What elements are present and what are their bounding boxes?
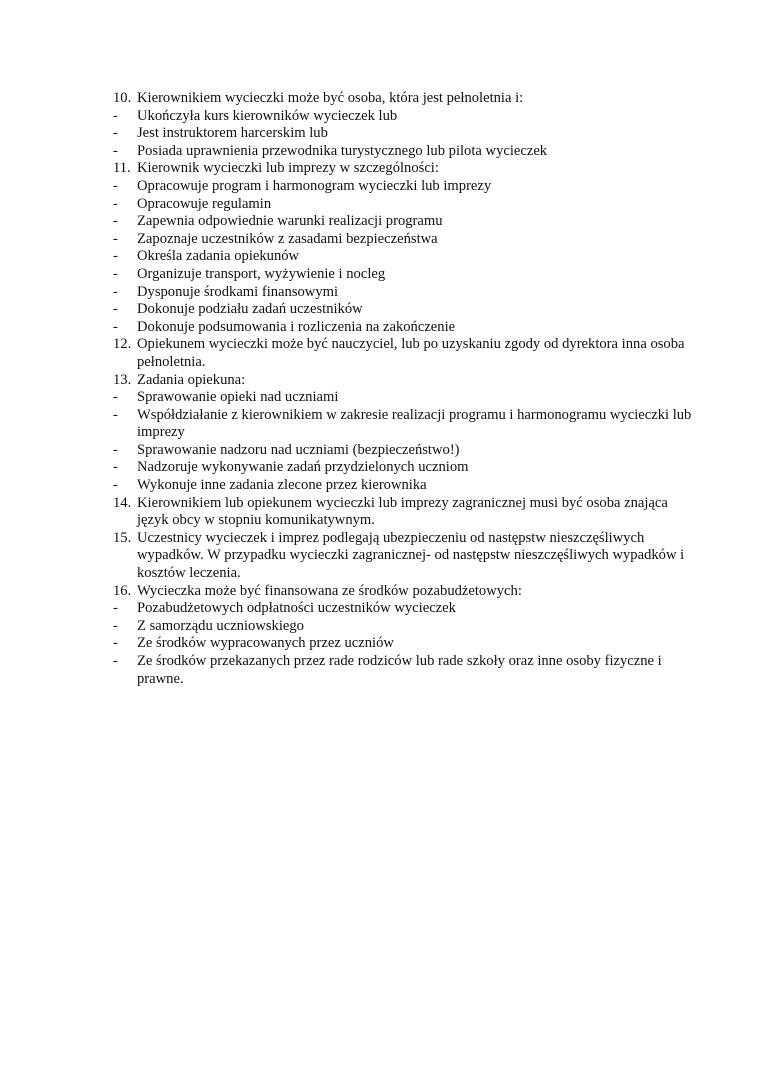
bullet-item: [113, 284, 693, 302]
bullet-item: [113, 301, 693, 319]
item-text: Kierownik wycieczki lub imprezy w szczególności:: [137, 160, 439, 177]
item-number: 12.: [113, 336, 132, 353]
bullet-item: [113, 635, 693, 653]
bullet-dash: -: [113, 230, 118, 247]
bullet-item: [113, 266, 693, 284]
item-text: Pozabudżetowych odpłatności uczestników wycieczek: [137, 600, 456, 617]
bullet-dash: -: [113, 441, 118, 458]
bullet-item: [113, 248, 693, 266]
bullet-item: [113, 196, 693, 214]
bullet-item: [113, 442, 693, 460]
bullet-dash: -: [113, 142, 118, 159]
numbered-item: [113, 160, 693, 178]
item-number: 10.: [113, 90, 132, 106]
bullet-dash: -: [113, 107, 118, 124]
bullet-item: [113, 125, 693, 143]
bullet-item: [113, 389, 693, 407]
item-text: Dokonuje podsumowania i rozliczenia na zakończenie: [137, 318, 456, 335]
item-text: Dysponuje środkami finansowymi: [137, 283, 339, 300]
bullet-dash: -: [113, 283, 118, 300]
bullet-dash: -: [113, 653, 118, 669]
bullet-item: [113, 477, 693, 495]
bullet-item: [113, 459, 693, 477]
item-text: Opracowuje regulamin: [137, 195, 272, 212]
bullet-item: [113, 653, 693, 688]
item-text: Zadania opiekuna:: [137, 371, 246, 388]
bullet-item: [113, 143, 693, 161]
bullet-dash: -: [113, 318, 118, 335]
item-number: 16.: [113, 582, 132, 599]
item-number: 15.: [113, 529, 132, 546]
item-text: Uczestnicy wycieczek i imprez podlegają ubezpieczeniu od następstw nieszczęśliwych wypadków. W przypadku wycieczki zagranicznej- od następstw nieszczęśliwych wypadków i kosztów leczenia.: [137, 529, 685, 582]
numbered-item: [113, 495, 693, 530]
bullet-item: [113, 600, 693, 618]
item-number: 14.: [113, 494, 132, 511]
bullet-dash: -: [113, 459, 118, 476]
item-text: Wykonuje inne zadania zlecone przez kierownika: [137, 477, 427, 494]
bullet-dash: -: [113, 301, 118, 318]
bullet-dash: -: [113, 477, 118, 494]
item-number: 11.: [113, 160, 131, 177]
bullet-dash: -: [113, 265, 118, 282]
bullet-item: [113, 407, 693, 442]
item-number: 13.: [113, 371, 132, 388]
item-text: Kierownikiem wycieczki może być osoba, która jest pełnoletnia i:: [137, 90, 524, 106]
numbered-item: [113, 372, 693, 390]
bullet-item: [113, 213, 693, 231]
item-text: Zapoznaje uczestników z zasadami bezpieczeństwa: [137, 230, 438, 247]
item-text: Współdziałanie z kierownikiem w zakresie realizacji programu i harmonogramu wycieczki lub imprezy: [137, 406, 692, 441]
bullet-dash: -: [113, 406, 118, 423]
bullet-dash: -: [113, 635, 118, 652]
item-text: Kierownikiem lub opiekunem wycieczki lub imprezy zagranicznej musi być osoba znająca język obcy w stopniu komunikatywnym.: [137, 494, 668, 529]
numbered-item: [113, 336, 693, 371]
bullet-item: [113, 319, 693, 337]
numbered-item: [113, 530, 693, 583]
item-text: Opracowuje program i harmonogram wycieczki lub imprezy: [137, 177, 492, 194]
item-text: Nadzoruje wykonywanie zadań przydzielonych uczniom: [137, 459, 469, 476]
bullet-item: [113, 618, 693, 636]
numbered-item: [113, 90, 693, 108]
item-text: Dokonuje podziału zadań uczestników: [137, 301, 363, 318]
item-text: Organizuje transport, wyżywienie i nocleg: [137, 265, 386, 282]
bullet-dash: -: [113, 389, 118, 406]
item-text: Ukończyła kurs kierowników wycieczek lub: [137, 107, 398, 124]
bullet-dash: -: [113, 195, 118, 212]
bullet-dash: -: [113, 213, 118, 230]
item-text: Jest instruktorem harcerskim lub: [137, 125, 328, 142]
item-text: Określa zadania opiekunów: [137, 248, 300, 265]
item-text: Ze środków wypracowanych przez uczniów: [137, 635, 394, 652]
item-text: Ze środków przekazanych przez rade rodziców lub rade szkoły oraz inne osoby fizyczne i prawne.: [137, 653, 662, 687]
bullet-dash: -: [113, 617, 118, 634]
bullet-item: [113, 108, 693, 126]
bullet-dash: -: [113, 600, 118, 617]
document-body: [113, 90, 693, 688]
bullet-dash: -: [113, 177, 118, 194]
item-text: Zapewnia odpowiednie warunki realizacji programu: [137, 213, 443, 230]
bullet-dash: -: [113, 125, 118, 142]
item-text: Sprawowanie nadzoru nad uczniami (bezpieczeństwo!): [137, 441, 460, 458]
item-text: Z samorządu uczniowskiego: [137, 617, 304, 634]
bullet-dash: -: [113, 248, 118, 265]
item-text: Opiekunem wycieczki może być nauczyciel, lub po uzyskaniu zgody od dyrektora inna osoba pełnoletnia.: [137, 336, 685, 370]
numbered-item: [113, 583, 693, 601]
bullet-item: [113, 231, 693, 249]
item-text: Sprawowanie opieki nad uczniami: [137, 389, 339, 406]
bullet-item: [113, 178, 693, 196]
item-text: Posiada uprawnienia przewodnika turystycznego lub pilota wycieczek: [137, 142, 548, 159]
item-text: Wycieczka może być finansowana ze środków pozabudżetowych:: [137, 582, 522, 599]
